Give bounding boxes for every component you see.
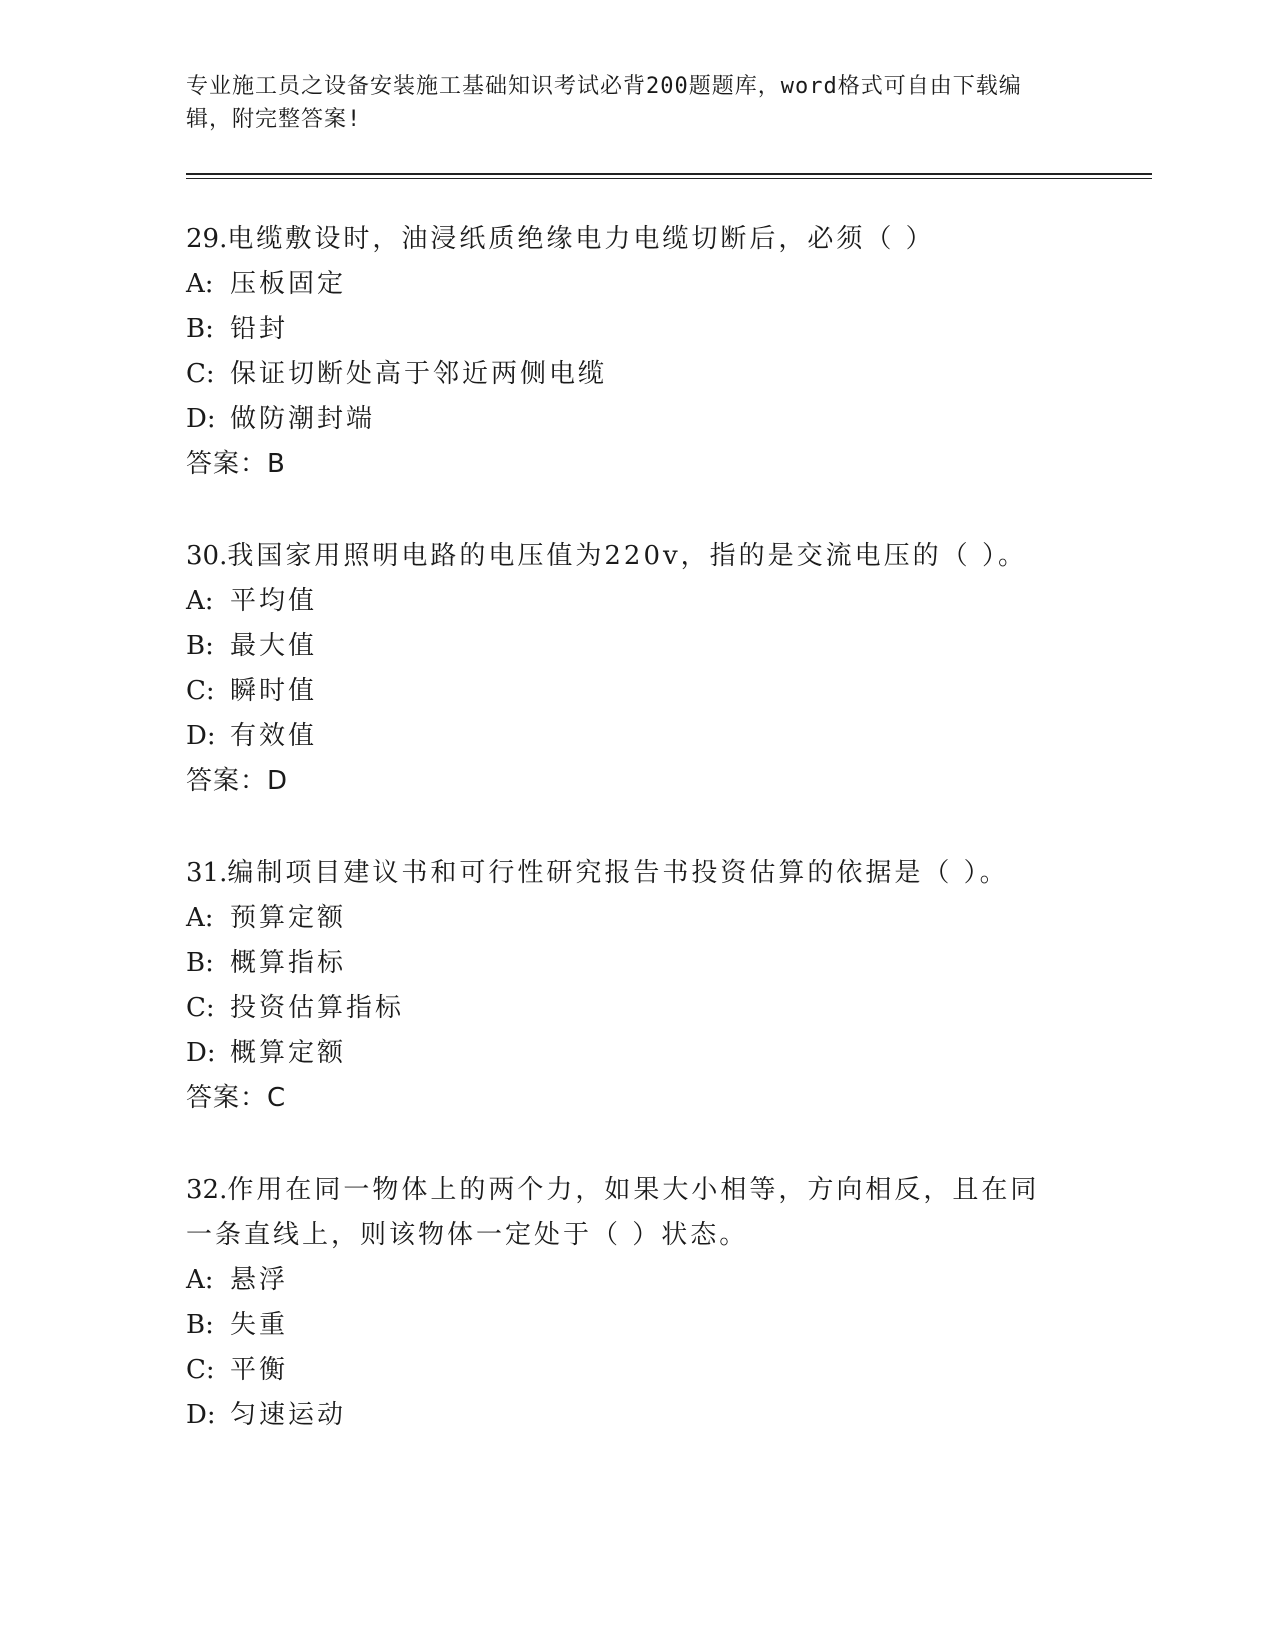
question-text: [186, 851, 1066, 896]
option-d: [186, 714, 1066, 759]
option-a: [186, 1258, 1066, 1303]
option-letter: A:: [186, 269, 214, 299]
option-c: [186, 986, 1066, 1031]
option-text: 概算指标: [230, 948, 347, 978]
answer-line: 答案：B: [186, 449, 286, 479]
option-letter: D:: [186, 404, 216, 434]
option-a: [186, 896, 1066, 941]
question-number: 32.: [186, 1175, 228, 1205]
question-number: 31.: [186, 858, 228, 888]
option-text: 悬浮: [230, 1265, 289, 1295]
option-c: [186, 352, 1066, 397]
question-stem: 电缆敷设时，油浸纸质绝缘电力电缆切断后，必须（ ）: [227, 224, 935, 254]
option-text: 平衡: [230, 1355, 289, 1385]
option-text: 失重: [230, 1310, 289, 1340]
option-text: 铅封: [230, 314, 289, 344]
option-text: 匀速运动: [230, 1400, 347, 1430]
option-letter: A:: [186, 903, 214, 933]
option-letter: D:: [186, 1038, 216, 1068]
answer-line: 答案：D: [186, 766, 289, 796]
option-d: [186, 1393, 1066, 1438]
option-text: 概算定额: [230, 1038, 347, 1068]
question-32: [186, 1168, 1146, 1438]
question-list: [186, 217, 1146, 1438]
option-letter: C:: [186, 993, 215, 1023]
question-text: [186, 1168, 1066, 1258]
option-text: 投资估算指标: [230, 993, 405, 1023]
option-letter: C:: [186, 1355, 215, 1385]
option-d: [186, 397, 1066, 442]
option-b: [186, 307, 1066, 352]
question-number: 29.: [186, 224, 228, 254]
option-text: 保证切断处高于邻近两侧电缆: [230, 359, 608, 389]
option-text: 瞬时值: [230, 676, 318, 706]
document-page: [186, 70, 1146, 1485]
answer-line: 答案：C: [186, 1083, 287, 1113]
option-a: [186, 262, 1066, 307]
option-letter: D:: [186, 1400, 216, 1430]
option-letter: D:: [186, 721, 216, 751]
option-text: 压板固定: [230, 269, 347, 299]
option-text: 平均值: [230, 586, 318, 616]
option-letter: B:: [186, 631, 214, 661]
option-text: 最大值: [230, 631, 318, 661]
option-letter: A:: [186, 586, 214, 616]
question-stem: 我国家用照明电路的电压值为220v，指的是交流电压的（ ）。: [227, 541, 1027, 571]
question-stem: 编制项目建议书和可行性研究报告书投资估算的依据是（ ）。: [227, 858, 1009, 888]
option-b: [186, 1303, 1066, 1348]
option-letter: A:: [186, 1265, 214, 1295]
option-letter: C:: [186, 676, 215, 706]
question-text: [186, 217, 1066, 262]
option-text: 有效值: [230, 721, 318, 751]
question-stem: 作用在同一物体上的两个力，如果大小相等，方向相反，且在同一条直线上，则该物体一定处于（ ）状态。: [186, 1175, 1040, 1250]
question-31: [186, 851, 1146, 1121]
option-c: [186, 669, 1066, 714]
header-double-rule: [186, 173, 1152, 179]
question-29: [186, 217, 1146, 487]
question-30: [186, 534, 1146, 804]
question-text: [186, 534, 1066, 579]
question-number: 30.: [186, 541, 228, 571]
option-text: 做防潮封端: [230, 404, 376, 434]
option-letter: B:: [186, 1310, 214, 1340]
option-a: [186, 579, 1066, 624]
option-b: [186, 941, 1066, 986]
option-text: 预算定额: [230, 903, 347, 933]
option-letter: C:: [186, 359, 215, 389]
option-d: [186, 1031, 1066, 1076]
option-c: [186, 1348, 1066, 1393]
option-b: [186, 624, 1066, 669]
option-letter: B:: [186, 314, 214, 344]
document-header-title: 专业施工员之设备安装施工基础知识考试必背200题题库，word格式可自由下载编辑，附完整答案!: [186, 74, 1022, 132]
option-letter: B:: [186, 948, 214, 978]
